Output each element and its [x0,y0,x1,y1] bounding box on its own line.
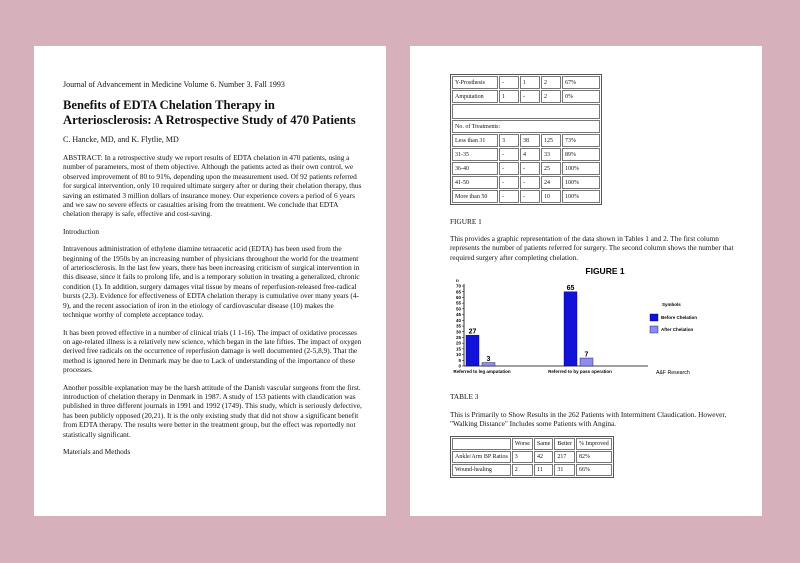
table-cell: Amputation [452,90,498,103]
table-cell: 217 [554,451,575,463]
x-category-label: Referred to leg amputation [453,369,511,375]
table-cell: - [520,190,540,203]
table-cell: 24 [541,176,561,189]
y-tick-label: 15 [455,346,461,352]
table-cell: - [520,176,540,189]
figure-label: FIGURE 1 [450,217,482,226]
table-cell: 25 [541,162,561,175]
table-cell: 2 [541,76,561,89]
right-page [410,46,762,516]
table-cell: 89% [562,148,600,161]
table-cell: 66% [576,464,612,476]
intro-paragraph-1: Intravenous administration of ethylene diamine tetraacetic acid (EDTA) has been used from the beginning of the 1950s by an increasing number of physicians throughout the world for the treatment of arteriosclerosis. In the last few years, there has been increasing criticism of surgical intervention in this disease, since it fails to prolong life, and is a temporary solution in treating a generalized, chronic condition (1). In addition, surgery damages vital tissue by means of reperfusion-released free-radical bursts (2,3). Evidence for effectiveness of EDTA chelation therapy is cumulative over many years (4-9), and the recent association of iron in the etiology of cardiovascular disease (10) makes the technique worthy of complete acceptance today. [63,244,360,320]
abstract-paragraph: ABSTRACT: In a retrospective study we report results of EDTA chelation in 470 patients, using a number of parameters, most of them objective. Although the patients acted as their own control, we observed improvement of 80 to 91%, depending upon the measurement used. Of 92 patients referred for surgical intervention, only 10 required ultimate surgery after or during their chelation therapy, thus saving an estimated 3 million dollars of insurance money. Our experience covers a period of 6 years and we saw no severe effects or casualties arising from the treatment. We conclude that EDTA chelation therapy is safe, effective and cost-saving. [63,153,362,219]
table-cell: 2 [512,464,533,476]
table-row [452,76,600,89]
chart-credit: A&F Research [656,370,690,377]
bar-value-label: 27 [468,328,477,336]
left-page [34,46,386,516]
table-cell: 100% [562,176,600,189]
table-cell: 11 [534,464,553,476]
table-3-label: TABLE 3 [450,392,479,402]
y-axis-label: n [456,278,459,284]
table-cell: 1 [520,76,540,89]
legend-swatch-before [650,314,658,321]
bar-before [466,335,479,366]
y-tick-label: 0 [458,363,461,369]
table-cell: 2 [541,90,561,103]
y-tick-label: 40 [455,318,461,324]
table-cell: 100% [562,162,600,175]
table-cell: 1 [499,90,519,103]
table-cell: - [520,162,540,175]
table-cell: Ankle/Arm BP Ratios [452,451,511,463]
bar-after [580,358,593,366]
intro-paragraph-2: It has been proved effective in a number of clinical trials (1 1-16). The impact of oxidative processes on age-related illness is a relatively new science, which began in the late fifties. The impact of oxygen derived free radicals on the occurrence of reperfusion damage is well documented (2-5,8,9). That the method is ignored here in Denmark may be due to Lack of understanding of the importance of these processes. [63,327,362,375]
table-cell: - [499,190,519,203]
table-cell: - [499,148,519,161]
table-row [452,162,600,175]
table-cell: 100% [562,190,600,203]
table-cell: More than 50 [452,190,498,203]
y-tick-label: 70 [455,283,461,289]
table-cell: 82% [576,451,612,463]
y-tick-label: 50 [455,306,461,312]
y-tick-label: 30 [455,329,461,335]
table-row [452,90,600,103]
y-tick-label: 65 [455,289,461,295]
legend-label: After Chelation [661,327,694,333]
table-cell: Less than 31 [452,134,498,147]
table-cell: 31-35 [452,148,498,161]
table-3-description: This is Primarily to Show Results in the 262 Patients with Intermittent Claudication. However, "Walking Distance" Includes some Patients with Angina. [450,409,727,429]
y-tick-label: 10 [455,352,461,358]
y-tick-label: 45 [455,312,461,318]
legend-title: Symbols [662,302,681,308]
y-tick-label: 25 [455,335,461,341]
intro-paragraph-3: Another possible explanation may be the harsh attitude of the Danish vascular surgeons from the first. introduction of chelation therapy in Denmark in 1987. A study of 153 patients with claudication was published in three different journals in 1991 and 1992 (1749). This study, which is seriously defective, has been publicly opposed (20,21). It is the only existing study that did not show a significant benefit from EDTA therapy. The results were better in the treatment group, but the effect was reportedly not statistically significant. [63,382,362,439]
table-cell: Worse [512,438,533,450]
table-row [452,451,612,463]
table-cell: 3 [499,134,519,147]
table-cell: 0% [562,90,600,103]
y-tick-label: 35 [455,323,461,329]
table-cell: Wound-healing [452,464,511,476]
table-cell [452,104,600,119]
table-cell: 41-50 [452,176,498,189]
table-cell: 42 [534,451,553,463]
table-row [452,190,600,203]
table-cell: - [499,76,519,89]
table-cell: Better [554,438,575,450]
bar-before [564,292,577,366]
bar-value-label: 3 [486,356,491,364]
introduction-heading: Introduction [63,226,100,236]
bar-value-label: 7 [584,351,589,359]
table-cell: - [520,90,540,103]
legend-label: Before Chelation [661,315,698,321]
table-cell: 10 [541,190,561,203]
legend-swatch-after [650,326,658,333]
y-tick-label: 60 [455,295,461,301]
table-blank-row [452,104,600,119]
y-tick-label: 20 [455,340,461,346]
chart-title: FIGURE 1 [585,266,625,277]
table-cell: - [499,162,519,175]
authors: C. Hancke, MD, and K. Flytlie, MD [63,135,179,144]
table-cell: 3 [512,451,533,463]
table-cell: 67% [562,76,600,89]
table-cell: Same [534,438,553,450]
treatments-section-label: No. of Treatments: [452,120,600,133]
table-cell: 36-40 [452,162,498,175]
methods-heading: Materials and Methods [63,446,131,456]
table-section-row [452,120,600,133]
bar-value-label: 65 [566,285,575,293]
table-header-row [452,438,612,450]
table-3 [450,436,614,478]
y-tick-label: 55 [455,300,461,306]
x-category-label: Referred to by pass operation [548,369,612,375]
bar-after [482,363,495,366]
table-row [452,176,600,189]
table-cell: % Improved [576,438,612,450]
y-tick-label: 5 [458,358,461,364]
table-cell: 38 [520,134,540,147]
figure-1-chart [450,264,748,384]
figure-description: This provides a graphic representation of the data shown in Tables 1 and 2. The first column represents the number of patients referred for surgery. The second column shows the number that required surgery after completing chelation. [450,234,734,262]
journal-citation: Journal of Advancement in Medicine Volume 6. Number 3. Fall 1993 [63,80,285,89]
table-cell: Y-Prosthesis [452,76,498,89]
table-row [452,464,612,476]
treatment-table [450,74,602,205]
article-title: Benefits of EDTA Chelation Therapy in Arteriosclerosis: A Retrospective Study of 470 Patients [63,98,356,127]
table-row [452,148,600,161]
table-cell: 73% [562,134,600,147]
table-row [452,134,600,147]
table-cell: 31 [554,464,575,476]
table-cell: 33 [541,148,561,161]
table-cell: - [499,176,519,189]
table-cell [452,438,511,450]
table-cell: 125 [541,134,561,147]
table-cell: 4 [520,148,540,161]
